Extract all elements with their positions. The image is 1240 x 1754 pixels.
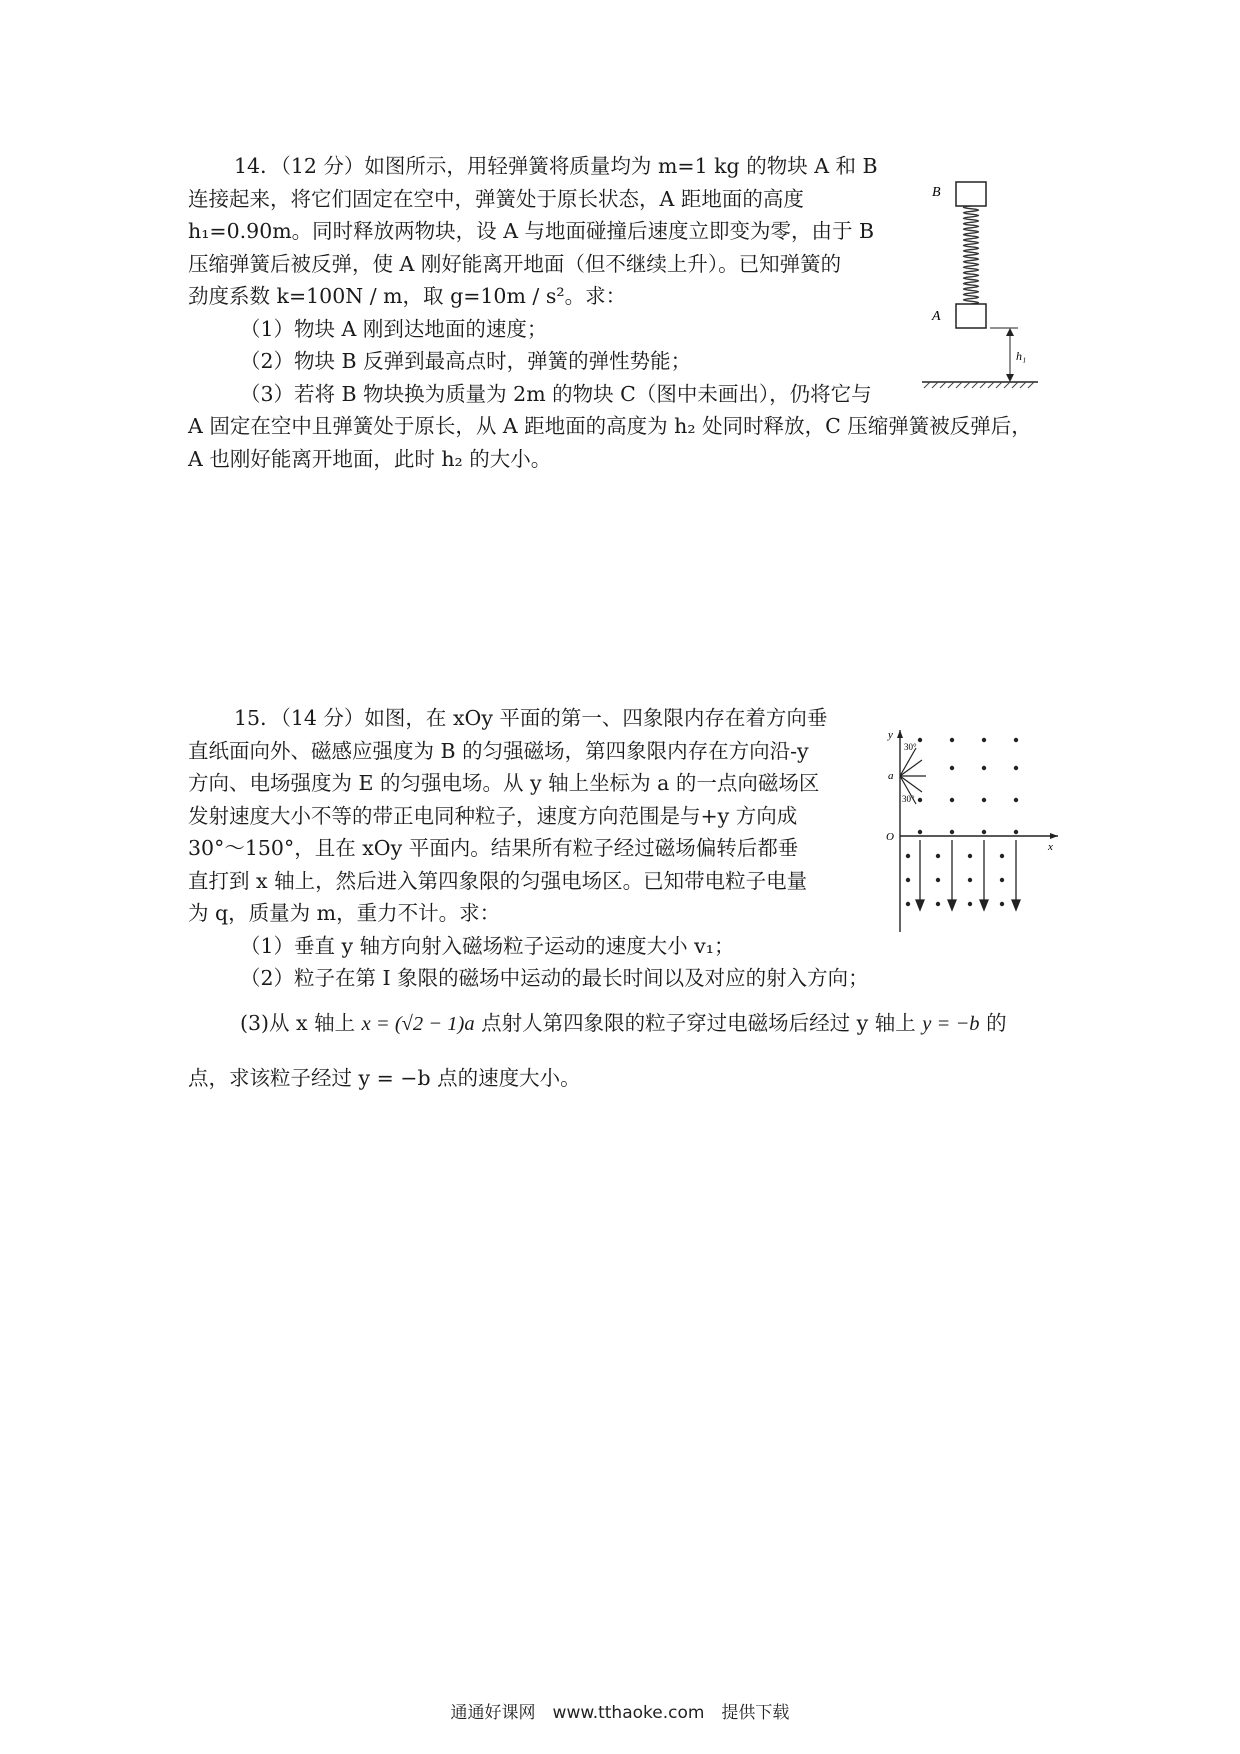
field-dot — [982, 766, 986, 770]
field-dot — [968, 854, 972, 858]
q15-sub-3-formula: x = (√2 − 1)a — [361, 1012, 475, 1035]
q15-field-figure — [880, 728, 1060, 934]
field-dot — [918, 738, 922, 742]
e-field-arrowhead — [948, 900, 956, 910]
q15-sub-3-formula-2: y = −b — [922, 1012, 980, 1035]
field-dot — [936, 878, 940, 882]
q15-sub-3-line-1 — [188, 1003, 1007, 1044]
angle-label-top: 30° — [904, 742, 917, 752]
q15-line-2: 直纸面向外、磁感应强度为 B 的匀强磁场，第四象限内存在方向沿-y — [188, 738, 809, 763]
field-dot — [936, 902, 940, 906]
field-dot — [918, 798, 922, 802]
field-dot — [936, 854, 940, 858]
q14-spring-figure — [920, 176, 1040, 406]
field-dot — [1014, 830, 1018, 834]
field-dot — [1014, 738, 1018, 742]
q15-line-5: 30°～150°，且在 xOy 平面内。结果所有粒子经过磁场偏转后都垂 — [188, 836, 799, 860]
q15-sub-3-prefix: (3)从 x 轴上 — [240, 1010, 356, 1035]
field-dot — [950, 738, 954, 742]
q14-sub-3-line-2: A 固定在空中且弹簧处于原长，从 A 距地面的高度为 h₂ 处同时释放，C 压缩弹簧被反弹后， — [188, 414, 1032, 438]
figure-label-o: O — [886, 831, 894, 843]
field-dot — [918, 830, 922, 834]
q14-line-2: 连接起来，将它们固定在空中，弹簧处于原长状态，A 距地面的高度 — [188, 186, 804, 211]
block-b — [956, 182, 986, 206]
q15-sub-3-suffix: 的 — [986, 1010, 1007, 1035]
q15-line-3: 方向、电场强度为 E 的匀强电场。从 y 轴上坐标为 a 的一点向磁场区 — [188, 771, 820, 795]
field-dot — [950, 830, 954, 834]
height-arrow-down — [1006, 374, 1014, 382]
q14-line-5: 劲度系数 k=100N / m，取 g=10m / s²。求： — [188, 284, 627, 308]
e-field-arrowhead — [980, 900, 988, 910]
q14-line-1: 14．（12 分）如图所示，用轻弹簧将质量均为 m=1 kg 的物块 A 和 B — [234, 154, 878, 178]
q14-sub-1: （1）物块 A 刚到达地面的速度； — [240, 316, 548, 341]
q15-sub-1: （1）垂直 y 轴方向射入磁场粒子运动的速度大小 v₁； — [240, 933, 735, 958]
field-dot — [1000, 878, 1004, 882]
question-14 — [188, 150, 1032, 475]
field-dot — [982, 738, 986, 742]
block-a — [956, 304, 986, 328]
y-axis-arrow — [897, 730, 903, 738]
field-dot — [906, 878, 910, 882]
field-dot — [982, 830, 986, 834]
field-dot — [968, 878, 972, 882]
field-dot — [968, 902, 972, 906]
figure-label-x: x — [1048, 841, 1053, 853]
field-dot — [1014, 766, 1018, 770]
field-dot — [950, 766, 954, 770]
angle-label-bottom: 30° — [902, 794, 915, 804]
spring-coil — [964, 206, 979, 304]
figure-label-y: y — [888, 729, 893, 741]
e-field-arrowhead — [916, 900, 924, 910]
q15-sub-3-mid: 点射人第四象限的粒子穿过电磁场后经过 y 轴上 — [481, 1010, 916, 1035]
field-dot — [1000, 902, 1004, 906]
figure-label-a: a — [888, 770, 894, 782]
q15-line-1: 15．（14 分）如图，在 xOy 平面的第一、四象限内存在着方向垂 — [234, 706, 828, 730]
field-dot — [950, 798, 954, 802]
height-arrow-up — [1006, 328, 1014, 336]
q14-sub-3-line-3: A 也刚好能离开地面，此时 h₂ 的大小。 — [188, 446, 552, 471]
figure-label-a: A — [932, 309, 941, 324]
field-dot — [1000, 854, 1004, 858]
q15-line-7: 为 q，质量为 m，重力不计。求： — [188, 901, 501, 925]
electric-field-arrows — [916, 840, 1020, 910]
field-dot — [1014, 798, 1018, 802]
q14-line-3: h₁=0.90m。同时释放两物块，设 A 与地面碰撞后速度立即变为零，由于 B — [188, 219, 875, 243]
field-dot — [982, 798, 986, 802]
q14-sub-3-line-1: （3）若将 B 物块换为质量为 2m 的物块 C（图中未画出），仍将它与 — [240, 381, 872, 406]
field-dot — [906, 902, 910, 906]
magnetic-field-dots — [906, 738, 1018, 906]
q15-line-6: 直打到 x 轴上，然后进入第四象限的匀强电场区。已知带电粒子电量 — [188, 868, 808, 893]
q14-line-4: 压缩弹簧后被反弹，使 A 刚好能离开地面（但不继续上升）。已知弹簧的 — [188, 251, 842, 276]
figure-label-b: B — [932, 185, 941, 200]
q15-sub-2: （2）粒子在第 I 象限的磁场中运动的最长时间以及对应的射入方向； — [240, 966, 869, 990]
q15-line-4: 发射速度大小不等的带正电同种粒子，速度方向范围是与+y 方向成 — [188, 803, 798, 828]
q14-sub-2: （2）物块 B 反弹到最高点时，弹簧的弹性势能； — [240, 349, 692, 373]
figure-label-h1: h₁ — [1016, 349, 1027, 363]
page-footer: 通通好课网 www.tthaoke.com 提供下载 — [450, 1703, 790, 1723]
q15-sub-3-line-2: 点，求该粒子经过 y = −b 点的速度大小。 — [188, 1065, 581, 1090]
ground-hatch — [924, 382, 1034, 388]
x-axis-arrow — [1050, 833, 1058, 839]
e-field-arrowhead — [1012, 900, 1020, 910]
field-dot — [906, 854, 910, 858]
